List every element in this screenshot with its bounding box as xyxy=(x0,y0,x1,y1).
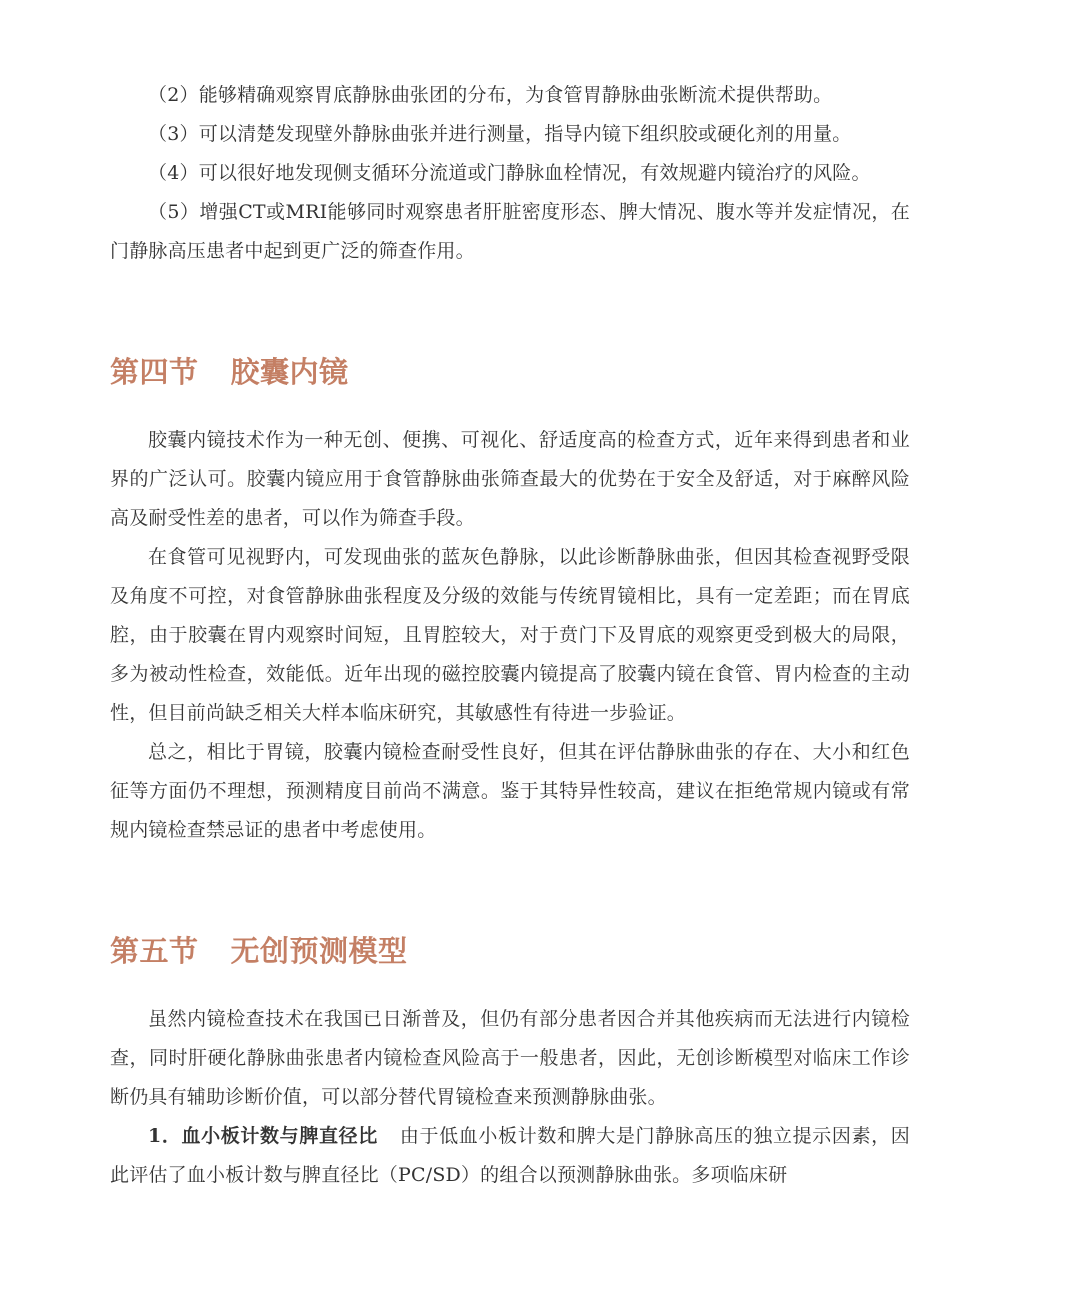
intro-item-4: （4）可以很好地发现侧支循环分流道或门静脉血栓情况，有效规避内镜治疗的风险。 xyxy=(148,162,871,184)
page-body xyxy=(110,76,910,1195)
intro-item-5: （5）增强CT或MRI能够同时观察患者肝脏密度形态、脾大情况、腹水等并发症情况，在门静脉高压患者中起到更广泛的筛查作用。 xyxy=(110,201,910,262)
section-4-number: 第四节 xyxy=(110,355,199,389)
section-5-item-1-text: 由于低血小板计数和脾大是门静脉高压的独立提示因素，因此评估了血小板计数与脾直径比（PC/SD）的组合以预测静脉曲张。多项临床研 xyxy=(110,1125,911,1186)
section-5-item-1-lead: 1．血小板计数与脾直径比 xyxy=(148,1125,378,1147)
intro-item-2: （2）能够精确观察胃底静脉曲张团的分布，为食管胃静脉曲张断流术提供帮助。 xyxy=(148,84,833,106)
section-4-paragraph-1: 胶囊内镜技术作为一种无创、便携、可视化、舒适度高的检查方式，近年来得到患者和业界的广泛认可。胶囊内镜应用于食管静脉曲张筛查最大的优势在于安全及舒适，对于麻醉风险高及耐受性差的患者，可以作为筛查手段。 xyxy=(110,429,910,529)
intro-item-3: （3）可以清楚发现壁外静脉曲张并进行测量，指导内镜下组织胶或硬化剂的用量。 xyxy=(148,123,852,145)
section-5-paragraph-1: 虽然内镜检查技术在我国已日渐普及，但仍有部分患者因合并其他疾病而无法进行内镜检查，同时肝硬化静脉曲张患者内镜检查风险高于一般患者，因此，无创诊断模型对临床工作诊断仍具有辅助诊断价值，可以部分替代胃镜检查来预测静脉曲张。 xyxy=(110,1008,910,1108)
section-4-paragraph-2: 在食管可见视野内，可发现曲张的蓝灰色静脉，以此诊断静脉曲张，但因其检查视野受限及角度不可控，对食管静脉曲张程度及分级的效能与传统胃镜相比，具有一定差距；而在胃底腔，由于胶囊在胃内观察时间短，且胃腔较大，对于贲门下及胃底的观察更受到极大的局限，多为被动性检查，效能低。近年出现的磁控胶囊内镜提高了胶囊内镜在食管、胃内检查的主动性，但目前尚缺乏相关大样本临床研究，其敏感性有待进一步验证。 xyxy=(110,546,910,724)
section-4-heading xyxy=(110,352,910,392)
section-5-number: 第五节 xyxy=(110,934,199,968)
section-5-heading xyxy=(110,931,910,971)
section-4-title: 胶囊内镜 xyxy=(230,355,349,389)
section-4-paragraph-3: 总之，相比于胃镜，胶囊内镜检查耐受性良好，但其在评估静脉曲张的存在、大小和红色征等方面仍不理想，预测精度目前尚不满意。鉴于其特异性较高，建议在拒绝常规内镜或有常规内镜检查禁忌证的患者中考虑使用。 xyxy=(110,741,910,841)
section-5-item-1 xyxy=(110,1117,910,1195)
section-5-title: 无创预测模型 xyxy=(230,934,408,968)
